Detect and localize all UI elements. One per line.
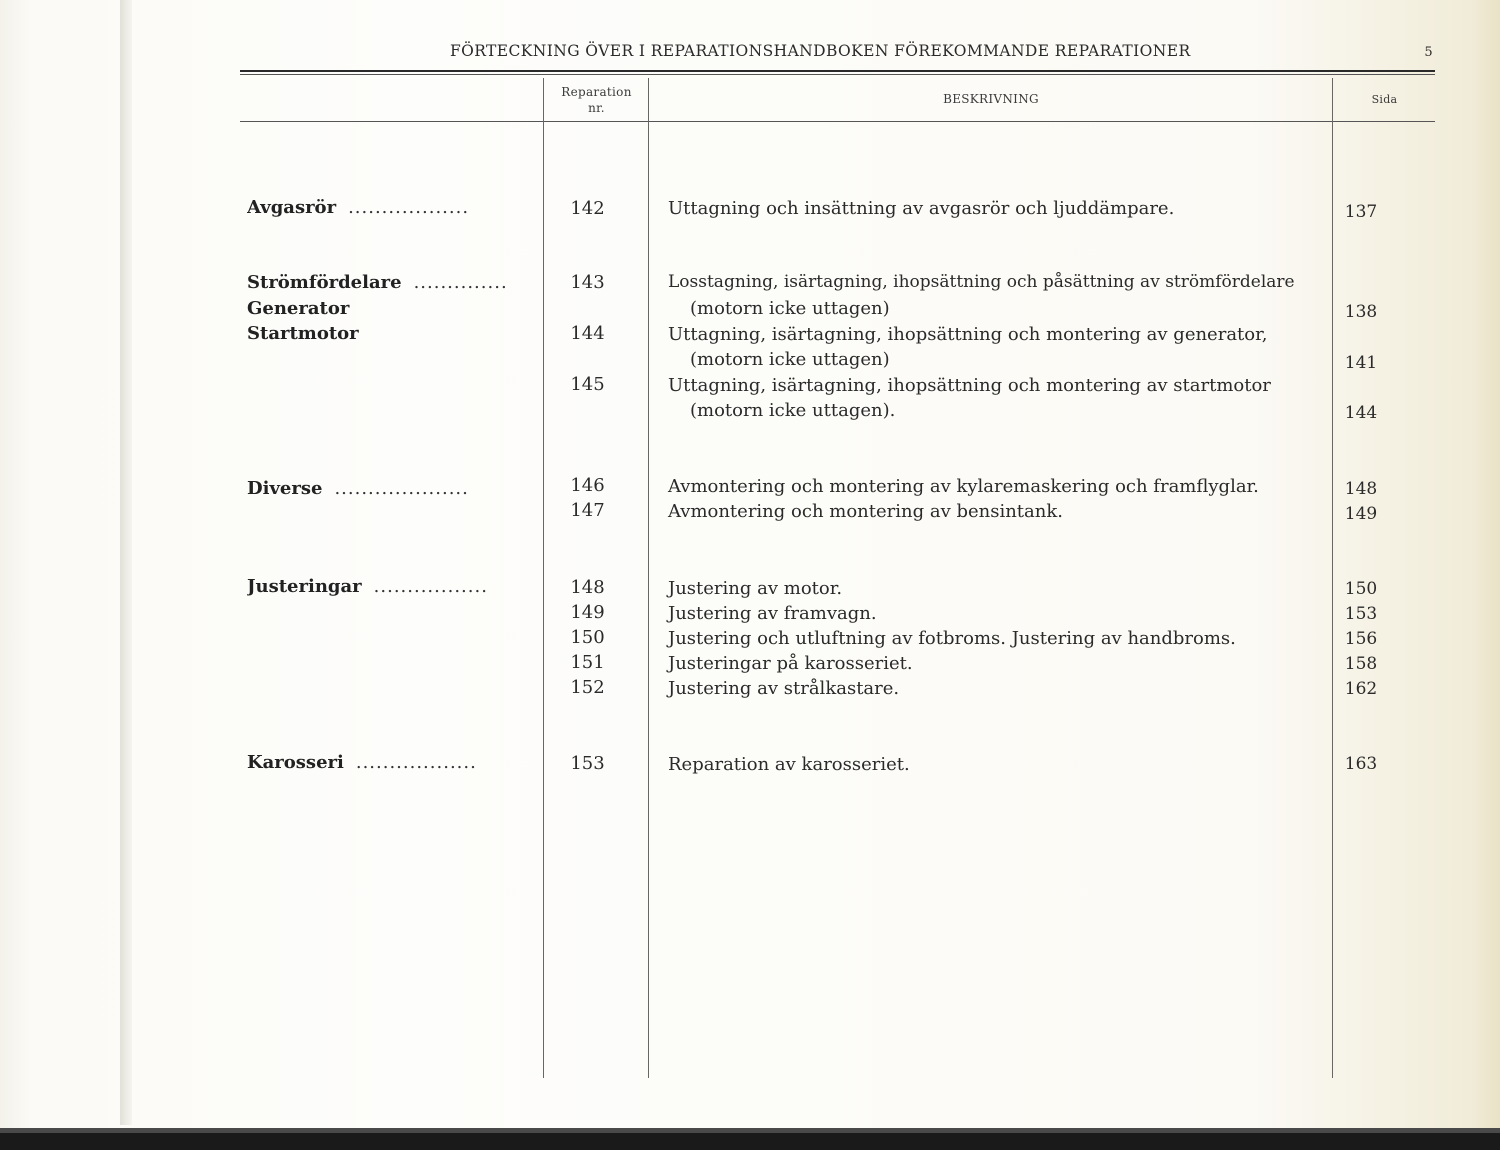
category-avgasror xyxy=(247,197,542,218)
repair-number: 151 xyxy=(570,652,605,673)
repair-number: 145 xyxy=(570,374,605,395)
column-header-reparation-line2: nr. xyxy=(588,101,605,115)
category-karosseri xyxy=(247,752,542,773)
category-startmotor: Startmotor xyxy=(247,323,359,344)
page-number: 5 xyxy=(1424,45,1433,60)
repair-description: Justering av strålkastare. xyxy=(668,678,900,699)
column-divider-category xyxy=(543,78,544,1078)
category-stromfordelare xyxy=(247,272,542,293)
leader-dots: .............. xyxy=(413,272,508,293)
page-reference: 137 xyxy=(1344,202,1378,222)
leader-dots: .................... xyxy=(334,478,469,499)
repair-number: 143 xyxy=(570,272,605,293)
page-binding-edge xyxy=(120,0,132,1125)
page-reference: 149 xyxy=(1344,504,1378,524)
repair-description-cont: (motorn icke uttagen). xyxy=(690,400,896,421)
page-reference: 162 xyxy=(1344,679,1378,699)
page-reference: 153 xyxy=(1344,604,1378,624)
repair-description: Justeringar på karosseriet. xyxy=(668,653,913,674)
page-reference: 156 xyxy=(1344,629,1378,649)
repair-description: Justering och utluftning av fotbroms. Justering av handbroms. xyxy=(668,628,1236,649)
column-header-rule xyxy=(240,121,1435,122)
category-label: Justeringar xyxy=(247,576,362,597)
repair-description: Justering av motor. xyxy=(668,578,843,599)
repair-description: Justering av framvagn. xyxy=(668,603,877,624)
page-reference: 150 xyxy=(1344,579,1378,599)
repair-number: 148 xyxy=(570,577,605,598)
leader-dots: .................. xyxy=(355,752,477,773)
header-rule-thin xyxy=(240,74,1435,75)
column-header-beskrivning: BESKRIVNING xyxy=(943,92,1039,106)
page-title: FÖRTECKNING ÖVER I REPARATIONSHANDBOKEN FÖREKOMMANDE REPARATIONER xyxy=(450,42,1191,60)
category-label: Diverse xyxy=(247,478,323,499)
category-diverse xyxy=(247,478,542,499)
page-reference: 163 xyxy=(1344,754,1378,774)
repair-description: Avmontering och montering av bensintank. xyxy=(668,501,1063,522)
repair-number: 152 xyxy=(570,677,605,698)
repair-description: Uttagning, isärtagning, ihopsättning och montering av startmotor xyxy=(668,375,1271,396)
column-header-reparation-line1: Reparation xyxy=(561,85,632,99)
page-reference: 138 xyxy=(1344,302,1378,322)
repair-number: 153 xyxy=(570,753,605,774)
column-header-reparation xyxy=(545,84,648,116)
leader-dots: .................. xyxy=(348,197,470,218)
leader-dots: ................. xyxy=(373,576,488,597)
repair-number: 144 xyxy=(570,323,605,344)
repair-description: Losstagning, isärtagning, ihopsättning och påsättning av strömfördelare xyxy=(668,272,1295,292)
repair-description: Uttagning, isärtagning, ihopsättning och montering av generator, xyxy=(668,324,1268,345)
repair-number: 147 xyxy=(570,500,605,521)
page-reference: 148 xyxy=(1344,479,1378,499)
category-label: Strömfördelare xyxy=(247,272,402,293)
page-reference: 158 xyxy=(1344,654,1378,674)
column-divider-number xyxy=(648,78,649,1078)
repair-description: Uttagning och insättning av avgasrör och ljuddämpare. xyxy=(668,198,1175,219)
repair-description: Avmontering och montering av kylaremaskering och framflyglar. xyxy=(668,476,1259,497)
scan-bottom-border xyxy=(0,1128,1500,1150)
repair-description-cont: (motorn icke uttagen) xyxy=(690,349,890,370)
page-reference: 141 xyxy=(1344,353,1378,373)
category-generator: Generator xyxy=(247,298,350,319)
category-justeringar xyxy=(247,576,542,597)
category-label: Karosseri xyxy=(247,752,344,773)
repair-number: 149 xyxy=(570,602,605,623)
repair-description-cont: (motorn icke uttagen) xyxy=(690,298,890,319)
repair-number: 150 xyxy=(570,627,605,648)
repair-number: 142 xyxy=(570,198,605,219)
header-rule-thick xyxy=(240,70,1435,72)
column-header-sida: Sida xyxy=(1371,93,1398,106)
repair-description: Reparation av karosseriet. xyxy=(668,754,910,775)
repair-number: 146 xyxy=(570,475,605,496)
category-label: Avgasrör xyxy=(247,197,337,218)
column-divider-description xyxy=(1332,78,1333,1078)
page-reference: 144 xyxy=(1344,403,1378,423)
